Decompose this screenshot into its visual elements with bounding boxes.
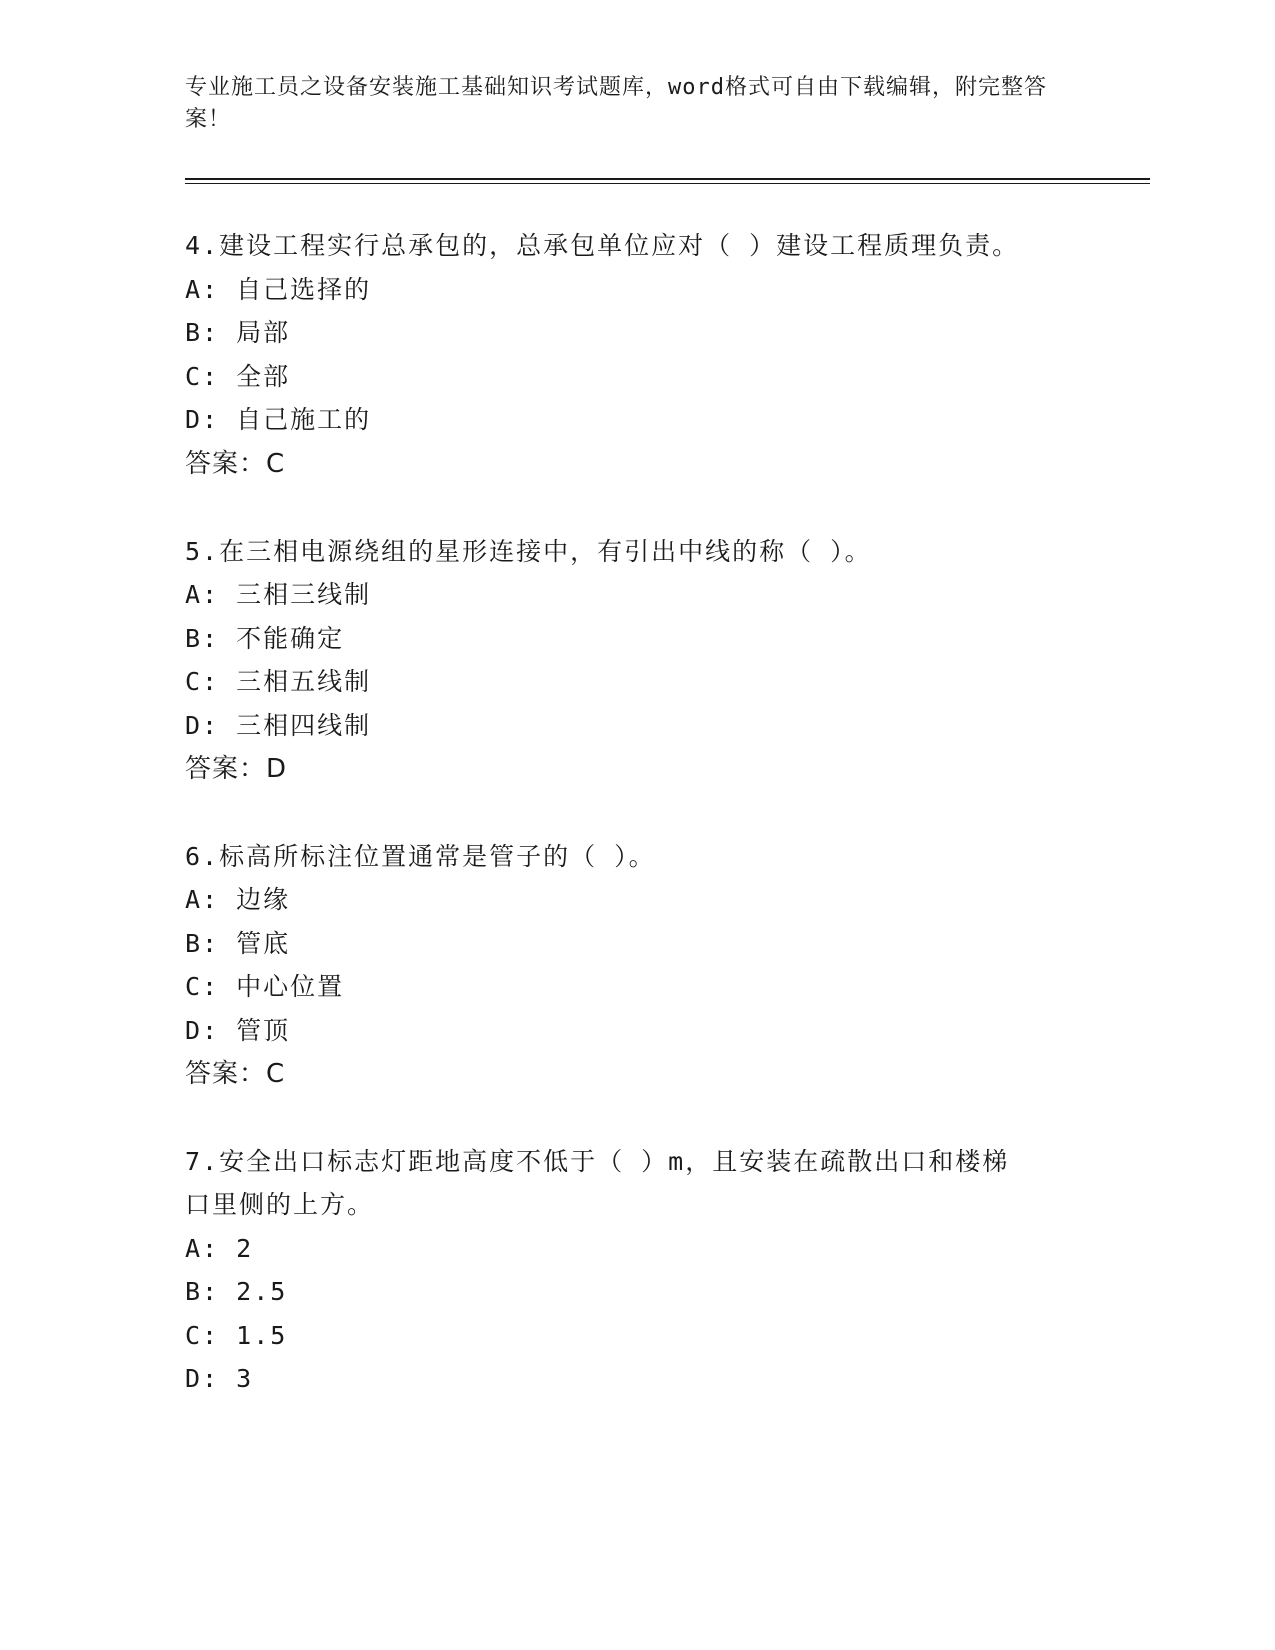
document-header: 专业施工员之设备安装施工基础知识考试题库，word格式可自由下载编辑，附完整答案！ <box>185 75 1047 132</box>
question-4-option-a: A: 自己选择的 <box>185 275 372 304</box>
question-7-option-b: B: 2.5 <box>185 1277 288 1306</box>
question-6-stem: 6.标高所标注位置通常是管子的（ ）。 <box>185 842 656 871</box>
question-5-option-b: B: 不能确定 <box>185 624 345 653</box>
question-5-option-a: A: 三相三线制 <box>185 580 372 609</box>
question-7-option-d: D: 3 <box>185 1364 254 1393</box>
question-6-option-b: B: 管底 <box>185 929 291 958</box>
question-4-stem: 4.建设工程实行总承包的，总承包单位应对（ ）建设工程质理负责。 <box>185 231 1020 260</box>
question-6-option-a: A: 边缘 <box>185 885 291 914</box>
question-4-option-b: B: 局部 <box>185 318 291 347</box>
question-5-option-c: C: 三相五线制 <box>185 667 372 696</box>
question-5-answer: 答案：D <box>185 754 288 784</box>
question-4-option-d: D: 自己施工的 <box>185 405 372 434</box>
question-7-stem-line-2: 口里侧的上方。 <box>185 1190 375 1219</box>
question-4-option-c: C: 全部 <box>185 362 291 391</box>
question-7-option-c: C: 1.5 <box>185 1321 288 1350</box>
question-6-answer: 答案：C <box>185 1059 286 1089</box>
question-7-stem-line-1: 7.安全出口标志灯距地高度不低于（ ）m，且安装在疏散出口和楼梯 <box>185 1147 1010 1176</box>
header-divider <box>185 178 1150 180</box>
header-divider-thin <box>185 183 1150 184</box>
question-6-option-c: C: 中心位置 <box>185 972 345 1001</box>
question-7-option-a: A: 2 <box>185 1234 254 1263</box>
question-4-answer: 答案：C <box>185 449 286 479</box>
question-6-option-d: D: 管顶 <box>185 1016 291 1045</box>
question-5-option-d: D: 三相四线制 <box>185 711 372 740</box>
question-5-stem: 5.在三相电源绕组的星形连接中，有引出中线的称（ ）。 <box>185 537 872 566</box>
